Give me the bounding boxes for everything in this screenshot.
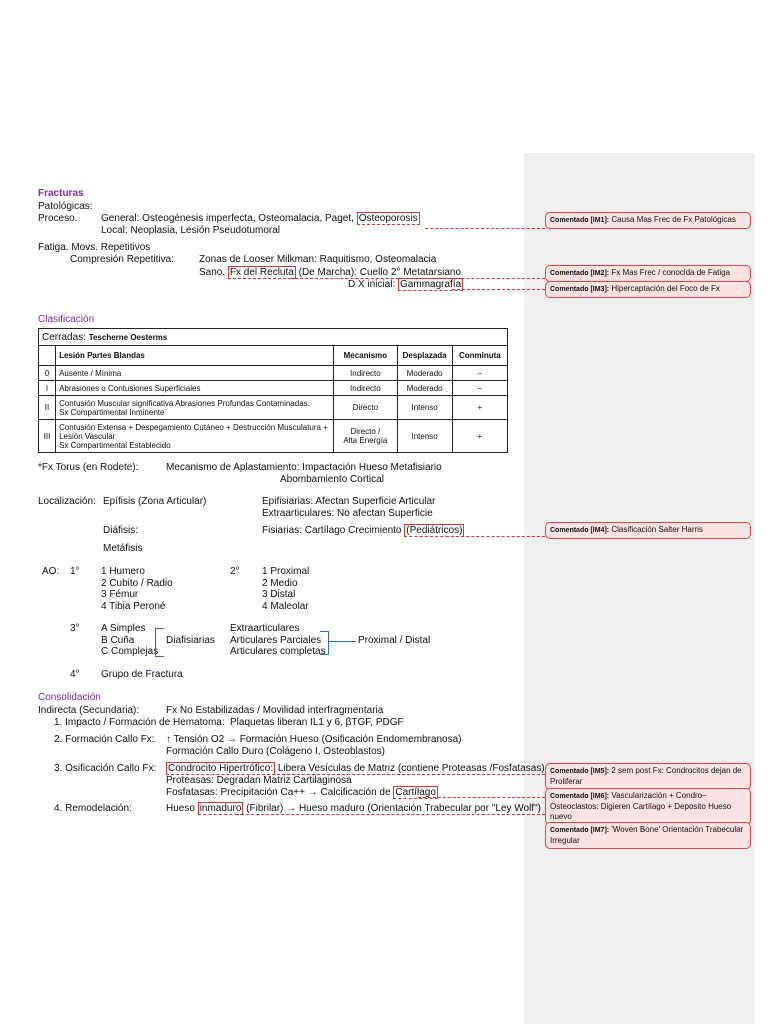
ao-articular-list (230, 623, 326, 658)
comment-tag: Comentado [IM2]: (550, 270, 610, 277)
desplazada-cell: Intenso (397, 396, 452, 420)
osteoporosis-mark[interactable]: Osteoporosis (358, 213, 418, 224)
list-item: 3 Distal (262, 589, 296, 600)
hueso-text: Hueso (166, 803, 195, 814)
metatarsiano-text: (De Marcha): Cuello 2° Metatarsiano (298, 267, 462, 278)
ao-level-2: 2° (230, 566, 240, 577)
pediatricos-mark[interactable]: (Pediátricos) (406, 525, 463, 536)
comment-text: 2 sem post Fx: Condrocitos dejan de Proliferar (550, 766, 742, 786)
dx-label: D X inicial: (348, 279, 396, 290)
fosfatasas-text: Fosfatasas: Precipitación Ca++ → Calcificación de (166, 787, 391, 798)
connector-im2 (290, 278, 545, 279)
localizacion-label: Localización: (38, 496, 96, 507)
connector-im5 (262, 774, 545, 775)
mecanismo-cell: Indirecto (334, 381, 397, 396)
cartilago-mark[interactable]: Cartílago (395, 787, 436, 798)
conminuta-cell: + (452, 396, 507, 420)
step-3-line-c (166, 787, 438, 799)
step-1-value: Plaquetas liberan IL1 y 6, βTGF, PDGF (230, 717, 404, 728)
tscherne-label: Tescherne Oesterms (88, 332, 168, 342)
comment-im2[interactable] (545, 265, 751, 282)
list-item: 1 Humero (101, 566, 145, 577)
connector-im4 (446, 536, 545, 537)
proceso-label: Proceso. (38, 213, 78, 224)
table-row (39, 366, 508, 381)
table-caption (39, 329, 508, 346)
ao-label: AO: (42, 566, 60, 577)
header-conminuta: Conminuta (452, 346, 507, 366)
comment-im6[interactable] (545, 788, 751, 825)
step-2-line-a: ↑ Tensión O2 → Formación Hueso (Osificación Endomembranosa) (166, 734, 462, 745)
comment-tag: Comentado [IM4]: (550, 527, 610, 534)
conminuta-cell: – (452, 381, 507, 396)
step-3-line-b: Proteasas: Degradan Matriz Cartilaginosa (166, 775, 352, 786)
grade-cell: 0 (39, 366, 56, 381)
grade-cell: II (39, 396, 56, 420)
comment-text: Causa Mas Frec de Fx Patológicas (611, 215, 736, 224)
grupo-fractura-label: Grupo de Fractura (101, 669, 183, 680)
list-item: B Cuña (101, 634, 135, 646)
epifisiarias-text: Epifisiarias: Afectan Superficie Articular (262, 496, 436, 507)
patologicas-label: Patológicas: (38, 201, 93, 212)
step-2-line-b: Formación Callo Duro (Colágeno I, Osteoblastos) (166, 746, 385, 757)
list-item: Articulares Parciales (230, 634, 322, 646)
indirecta-label: Indirecta (Secundaria): (38, 705, 140, 716)
connector-im1 (425, 228, 545, 229)
header-desplazada: Desplazada (397, 346, 452, 366)
diafisiarias-label: Diafisiarias (166, 635, 215, 646)
epifisis-label: Epífisis (Zona Articular) (103, 496, 207, 507)
comment-tag: Comentado [IM7]: (550, 827, 610, 834)
comment-text: 'Woven Bone' Orientación Trabecular Irregular (550, 825, 744, 845)
heading-clasificacion: Clasificación (38, 314, 95, 325)
comment-tag: Comentado [IM5]: (550, 768, 610, 775)
header-mecanismo: Mecanismo (334, 346, 397, 366)
list-item: 2 Cubito / Radio (101, 577, 173, 589)
proximal-connector (328, 641, 356, 642)
comment-im7[interactable] (545, 822, 751, 849)
lesion-cell: Contusión Extensa + Despegamiento Cutáneo + Destrucción Musculatura + Lesión Vascular Sx Compartimental Establecido (56, 420, 334, 453)
torus-abombamiento: Abombamiento Cortical (280, 474, 384, 485)
connector-im7 (236, 814, 545, 815)
list-item: 4 Tibia Peroné (101, 600, 166, 612)
comment-tag: Comentado [IM3]: (550, 286, 610, 293)
no-estabilizadas-text: Fx No Estabilizadas / Movilidad interfragmentaria (166, 705, 384, 716)
diafisis-label: Diáfisis: (103, 525, 139, 536)
comment-tag: Comentado [IM1]: (550, 217, 610, 224)
list-item: Articulares completas (230, 646, 326, 657)
list-item: 1 Proximal (262, 566, 310, 577)
step-2-label: 2. Formación Callo Fx: (54, 734, 155, 745)
mecanismo-cell: Indirecto (334, 366, 397, 381)
list-item: 4 Maleolar (262, 600, 309, 612)
sano-label: Sano. (199, 267, 226, 278)
fisiarias-label: Fisiarias: Cartílago Crecimiento (262, 525, 402, 536)
torus-mecanismo: Mecanismo de Aplastamiento: Impactación Hueso Metafisiario (166, 462, 442, 473)
list-item: 2 Medio (262, 577, 298, 589)
header-blank (39, 346, 56, 366)
connector-im3 (452, 289, 545, 290)
condrocito-mark[interactable]: Condrocito Hipertrófico: (168, 763, 274, 774)
step-1-label: 1. Impacto / Formación de Hematoma: (54, 717, 225, 728)
lesion-cell: Ausente / Mínima (56, 366, 334, 381)
comment-text: Hipercaptación del Foco de Fx (611, 284, 720, 293)
compresion-label: Compresión Repetitiva: (70, 254, 174, 265)
comment-text: Clasificación Salter Harris (611, 525, 703, 534)
metafisis-label: Metáfisis (103, 543, 143, 554)
step-4-label: 4. Remodelación: (54, 803, 132, 814)
fisiarias-text (262, 525, 464, 537)
proximal-distal-label: Proximal / Distal (358, 635, 431, 646)
looser-text: Zonas de Looser Milkman: Raquitismo, Osteomalacia (199, 254, 437, 265)
table-row (39, 420, 508, 453)
local-text: Local: Neoplasia, Lesión Pseudotumoral (101, 225, 280, 236)
comment-im5[interactable] (545, 763, 751, 790)
general-text (101, 213, 420, 225)
list-item: 3 Fémur (101, 589, 139, 600)
ao-level-4: 4° (70, 669, 80, 680)
grade-cell: III (39, 420, 56, 453)
comment-text: Vascularización + Condro–Osteoclastos: Digieren Cartílago + Deposito Hueso nuevo (550, 791, 732, 821)
vesiculas-text: Libera Vesículas de Matriz (contiene Proteasas /Fosfatasas) (277, 763, 545, 774)
conminuta-cell: – (452, 366, 507, 381)
heading-fracturas: Fracturas (38, 188, 84, 199)
list-item: C Complejas (101, 646, 159, 657)
connector-im6 (418, 797, 545, 798)
diafisiarias-brace (155, 628, 164, 657)
inmaduro-mark[interactable]: inmaduro (199, 803, 242, 814)
ao-bones-list (101, 566, 173, 612)
extraarticulares-text: Extraarticulares: No afectan Superficie (262, 508, 433, 519)
mecanismo-cell: Directo (334, 396, 397, 420)
comment-im1[interactable] (545, 212, 751, 229)
comment-text: Fx Mas Frec / conocida de Fatiga (611, 268, 731, 277)
desplazada-cell: Moderado (397, 366, 452, 381)
tscherne-table (38, 328, 508, 453)
dx-text (348, 279, 463, 291)
list-item: A Simples (101, 623, 146, 634)
mecanismo-cell: Directo / Alta Energía (334, 420, 397, 453)
desplazada-cell: Moderado (397, 381, 452, 396)
comment-im4[interactable] (545, 522, 751, 539)
comment-im3[interactable] (545, 281, 751, 298)
gammagrafia-mark[interactable]: Gammagrafía (400, 279, 462, 290)
step-3-label: 3. Osificación Callo Fx: (54, 763, 157, 774)
fatiga-label: Fatiga. Movs. Repetitivos (38, 242, 151, 253)
cerradas-label: Cerradas: (42, 331, 86, 343)
lesion-cell: Abrasiones o Contusiones Superficiales (56, 381, 334, 396)
grade-cell: I (39, 381, 56, 396)
table-row (39, 381, 508, 396)
remodelacion-text: (Fibrilar) → Hueso maduro (Orientación Trabecular por "Ley Wolf") (246, 803, 541, 814)
heading-consolidacion: Consolidación (38, 692, 101, 703)
ao-types-list (101, 623, 158, 658)
desplazada-cell: Intenso (397, 420, 452, 453)
ao-level-1: 1° (70, 566, 80, 577)
table-row (39, 396, 508, 420)
torus-label: *Fx Torus (en Rodete): (38, 462, 139, 473)
conminuta-cell: + (452, 420, 507, 453)
header-lesion: Lesión Partes Blandas (56, 346, 334, 366)
lesion-cell: Contusión Muscular significativa Abrasiones Profundas Contaminadas. Sx Compartimental Inminente (56, 396, 334, 420)
general-causes: General: Osteogénesis imperfecta, Osteomalacia, Paget, (101, 213, 354, 224)
list-item: Extraarticulares (230, 623, 300, 634)
articular-brace (320, 631, 329, 655)
comment-tag: Comentado [IM6]: (550, 793, 610, 800)
ao-segments-list (262, 566, 309, 612)
fx-recluta-mark[interactable]: Fx del Recluta (229, 267, 294, 278)
ao-level-3: 3° (70, 623, 80, 634)
